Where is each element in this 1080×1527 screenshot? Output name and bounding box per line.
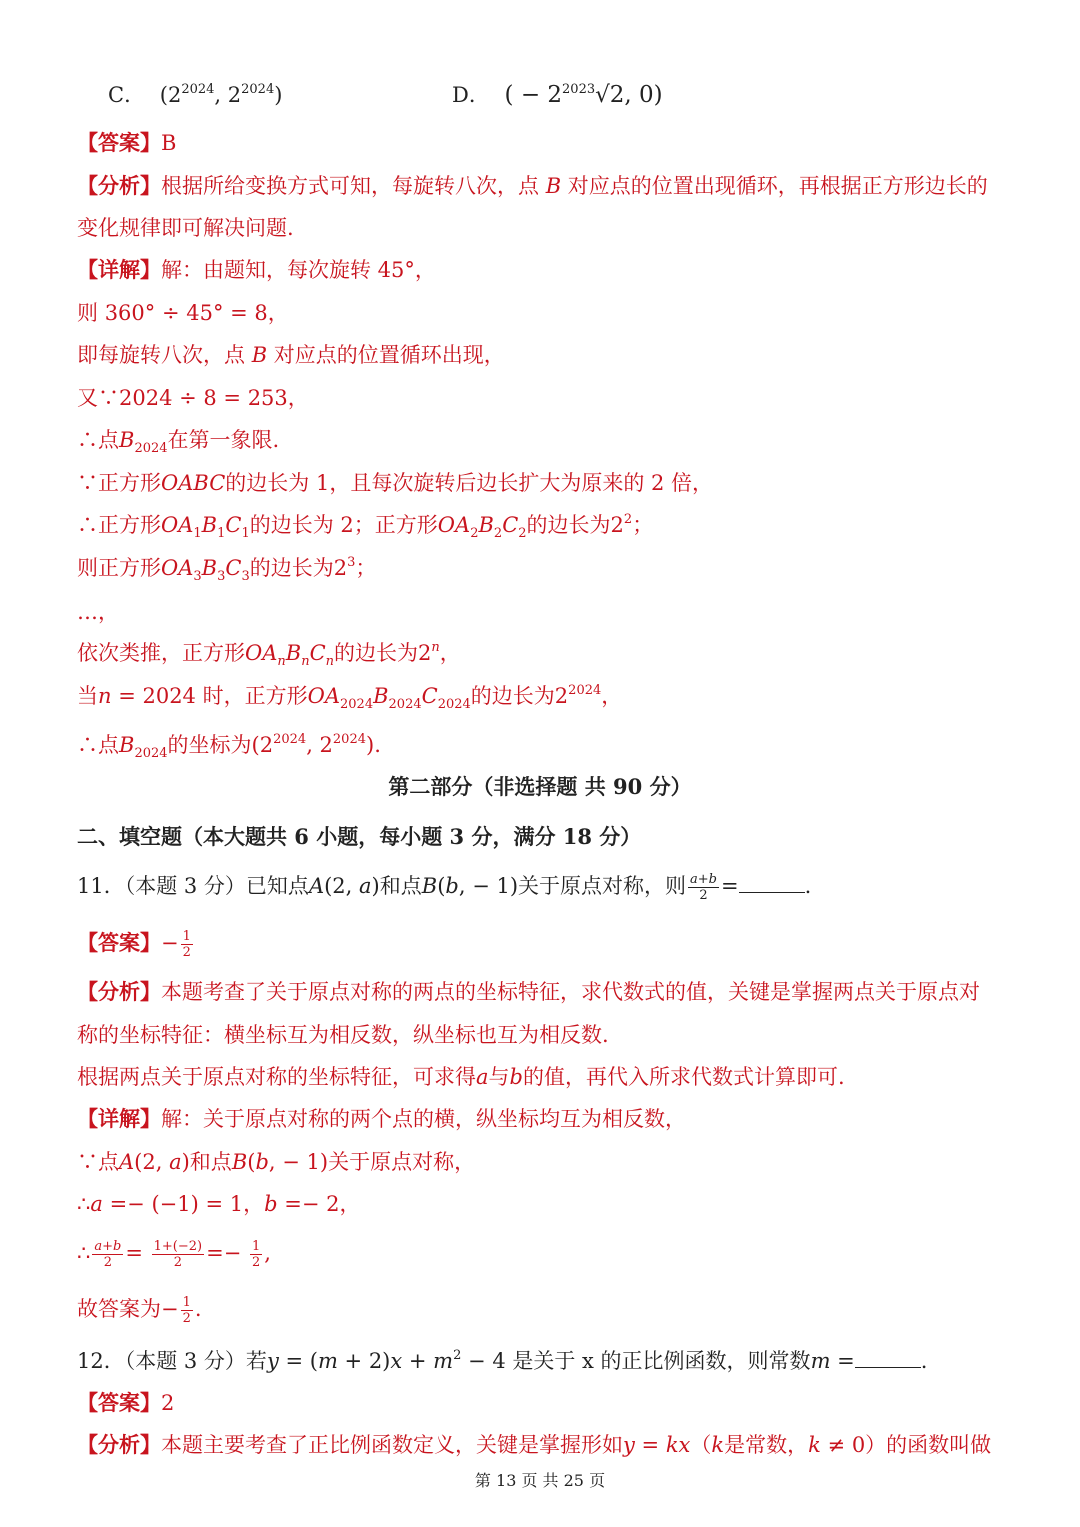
q12-question: 12．（本题 3 分）若$y = (m + 2)x + m^2 - 4$ 是关于 x 的正比例函数，则常数m = . — [77, 1348, 928, 1373]
q11-analysis-3: 根据两点关于原点对称的坐标特征，可求得a与b的值，再代入所求代数式计算即可. — [77, 1065, 845, 1089]
fill-title: 二、填空题（本大题共 6 小题，每小题 3 分，满分 18 分） — [77, 824, 642, 849]
q10-detail-7: ∴正方形$OA_1B_1C_1$的边长为 2；正方形$OA_2B_2C_2$的边长为$2^2$； — [77, 512, 654, 541]
page-footer: 第 13 页 共 25 页 — [474, 1471, 606, 1490]
q11-detail-4: ∴ $\frac{a+b}{2}$ = $\frac{1+(-2)}{2}$ =− $\frac{1}{2}$ , — [77, 1239, 271, 1270]
q10-detail-2: 则 360° ÷ 45° = 8， — [77, 301, 289, 325]
q10-detail-4: 又∵2024 ÷ 8 = 253， — [77, 386, 309, 410]
q10-detail-3: 即每旋转八次，点 B 对应点的位置循环出现， — [77, 343, 505, 367]
q11-detail: 【详解】解：关于原点对称的两个点的横，纵坐标均互为相反数， — [77, 1106, 686, 1131]
option-c: C． ($2^{2024}$, $2^{2024}$) — [108, 82, 283, 107]
part-title: 第二部分（非选择题 共 90 分） — [388, 774, 692, 799]
q11-analysis-2: 称的坐标特征：横坐标互为相反数，纵坐标也互为相反数. — [77, 1023, 609, 1047]
q10-detail-12: ∴点$B_{2024}$的坐标为($2^{2024}$, $2^{2024}$). — [77, 732, 381, 761]
q11-answer: 【答案】− $\frac{1}{2}$ — [77, 929, 191, 960]
option-c-label: C． — [108, 83, 146, 107]
q10-analysis-2: 变化规律即可解决问题. — [77, 216, 294, 240]
q10-detail: 【详解】解：由题知，每次旋转 45°， — [77, 257, 436, 282]
q10-detail-8: 则正方形$OA_3B_3C_3$的边长为$2^3$； — [77, 555, 377, 584]
option-d: D． ( − $2^{2023}√2$, 0) — [452, 82, 663, 108]
q11-question: 11．（本题 3 分）已知点A(2, a)和点B(b, − 1)关于原点对称，则 $\frac{a+b}{2}$ = . — [77, 872, 812, 903]
q11-detail-3: ∴a =− (−1) = 1，b =− 2， — [77, 1192, 361, 1216]
q11-detail-5: 故答案为− $\frac{1}{2}$ . — [77, 1295, 202, 1326]
q10-analysis: 【分析】根据所给变换方式可知，每旋转八次，点 B 对应点的位置出现循环，再根据正方形边长的 — [77, 173, 988, 198]
q10-detail-9: …， — [77, 600, 119, 624]
q12-analysis: 【分析】本题主要考查了正比例函数定义，关键是掌握形如y = kx（k是常数，k ≠ 0）的函数叫做 — [77, 1432, 992, 1457]
q10-detail-10: 依次类推，正方形$OA_nB_nC_n$的边长为2$^n$， — [77, 640, 461, 669]
q11-answer-blank[interactable] — [739, 872, 805, 893]
option-d-label: D． — [452, 83, 490, 107]
q11-detail-2: ∵点A(2, a)和点B(b, − 1)关于原点对称， — [77, 1150, 476, 1174]
q10-answer: 【答案】B — [77, 130, 177, 155]
q12-answer: 【答案】2 — [77, 1390, 175, 1415]
q12-answer-blank[interactable] — [855, 1347, 921, 1368]
q10-detail-11: 当n = 2024 时，正方形$OA_{2024}B_{2024}C_{2024}$的边长为$2^{2024}$， — [77, 683, 623, 712]
q11-analysis: 【分析】本题考查了关于原点对称的两点的坐标特征，求代数式的值，关键是掌握两点关于原点对 — [77, 979, 980, 1004]
q10-detail-6: ∵正方形OABC的边长为 1，且每次旋转后边长扩大为原来的 2 倍， — [77, 471, 714, 495]
q10-detail-5: ∴点$B_{2024}$在第一象限. — [77, 428, 280, 456]
